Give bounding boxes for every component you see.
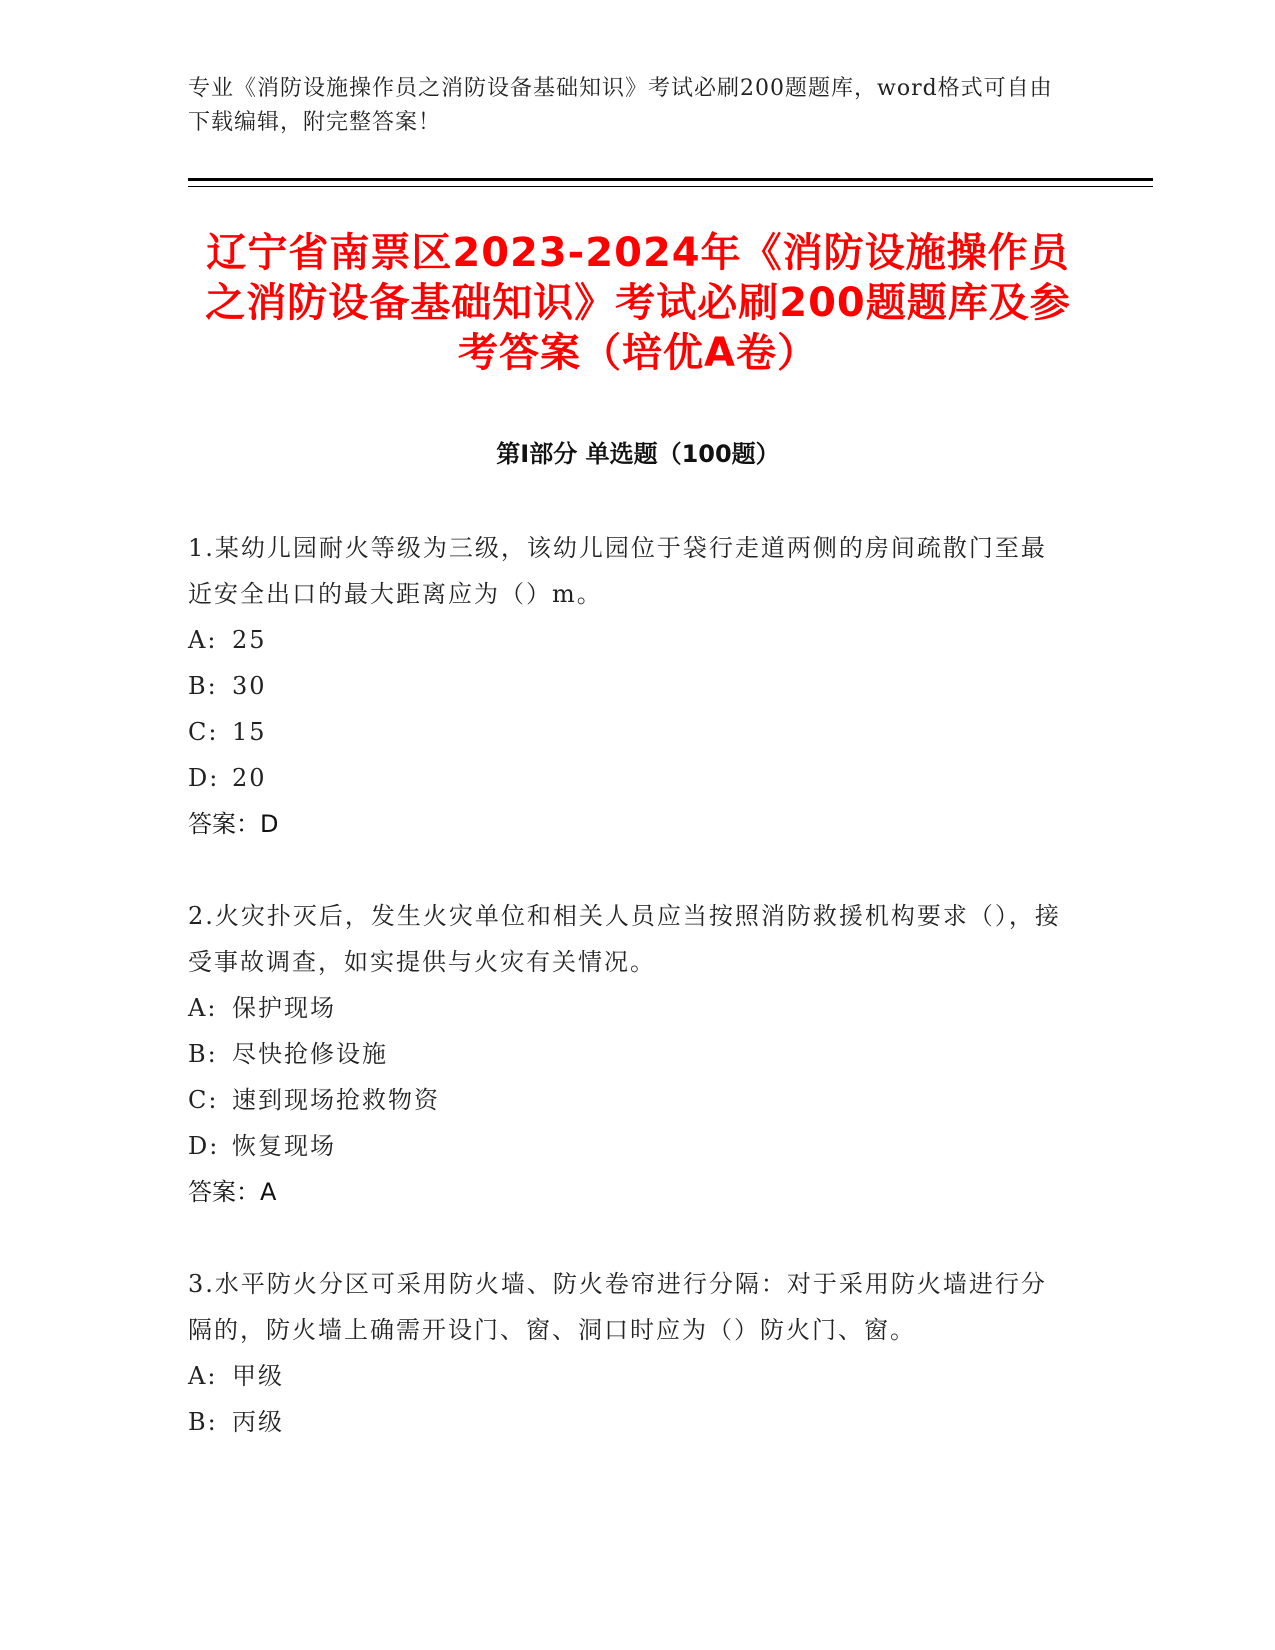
answer-line: 答案：D	[188, 810, 279, 838]
option-letter: D:	[188, 1132, 220, 1160]
option-row	[188, 1353, 1068, 1399]
question-list	[188, 525, 1068, 1491]
option-row	[188, 1077, 1068, 1123]
option-text: 速到现场抢救物资	[232, 1086, 440, 1114]
option-text: 丙级	[232, 1408, 284, 1436]
option-text: 甲级	[232, 1362, 284, 1390]
document-title: 辽宁省南票区2023-2024年《消防设施操作员之消防设备基础知识》考试必刷200题题库及参考答案（培优A卷）	[205, 230, 1071, 376]
question-item	[188, 525, 1068, 847]
option-row	[188, 1031, 1068, 1077]
option-letter: A:	[188, 1362, 218, 1390]
option-text: 尽快抢修设施	[232, 1040, 388, 1068]
option-letter: D:	[188, 764, 220, 792]
option-row	[188, 755, 1068, 801]
option-row	[188, 617, 1068, 663]
option-row	[188, 663, 1068, 709]
header-rule-thick	[188, 178, 1153, 181]
option-letter: A:	[188, 626, 218, 654]
question-stem: 2.火灾扑灭后，发生火灾单位和相关人员应当按照消防救援机构要求（），接受事故调查，如实提供与火灾有关情况。	[188, 902, 1061, 976]
option-letter: C:	[188, 1086, 219, 1114]
option-row	[188, 709, 1068, 755]
option-row	[188, 985, 1068, 1031]
option-text: 保护现场	[232, 994, 336, 1022]
option-row	[188, 1123, 1068, 1169]
question-item	[188, 893, 1068, 1215]
answer-line: 答案：A	[188, 1178, 277, 1206]
option-text: 15	[232, 718, 267, 746]
header-note: 专业《消防设施操作员之消防设备基础知识》考试必刷200题题库，word格式可自由下载编辑，附完整答案！	[188, 76, 1053, 135]
option-text: 恢复现场	[232, 1132, 336, 1160]
option-letter: C:	[188, 718, 219, 746]
question-stem: 1.某幼儿园耐火等级为三级，该幼儿园位于袋行走道两侧的房间疏散门至最近安全出口的最大距离应为（）m。	[188, 534, 1047, 608]
question-stem: 3.水平防火分区可采用防火墙、防火卷帘进行分隔：对于采用防火墙进行分隔的，防火墙上确需开设门、窗、洞口时应为（）防火门、窗。	[188, 1270, 1047, 1344]
section-heading: 第Ⅰ部分 单选题（100题）	[496, 440, 780, 468]
option-text: 30	[232, 672, 267, 700]
option-letter: B:	[188, 672, 218, 700]
option-text: 20	[232, 764, 267, 792]
option-letter: A:	[188, 994, 218, 1022]
option-row	[188, 1399, 1068, 1445]
option-letter: B:	[188, 1408, 218, 1436]
question-item	[188, 1261, 1068, 1445]
header-rule-thin	[188, 186, 1153, 187]
option-letter: B:	[188, 1040, 218, 1068]
option-text: 25	[232, 626, 267, 654]
